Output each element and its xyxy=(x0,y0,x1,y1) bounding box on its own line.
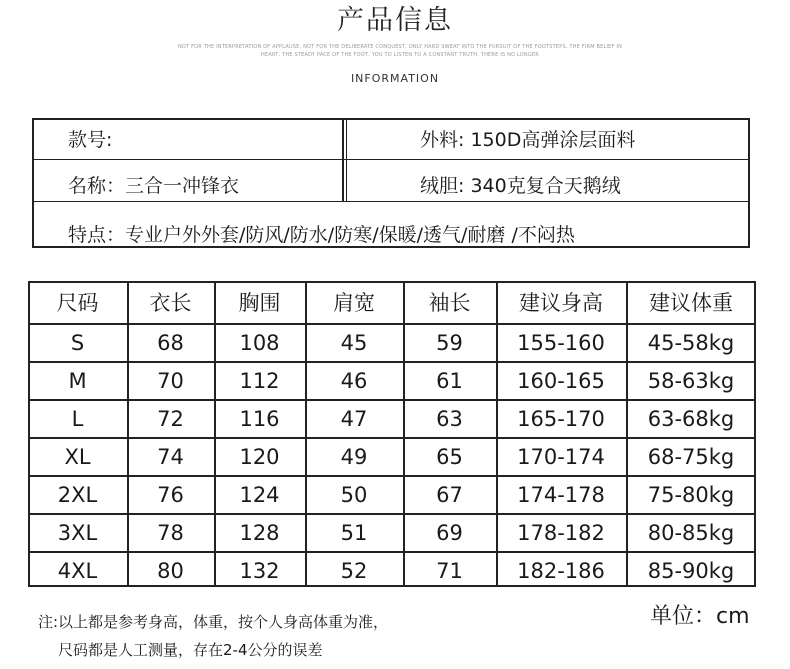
table-cell: 85-90kg xyxy=(647,559,735,583)
table-cell: 116 xyxy=(239,407,280,431)
table-cell: 78 xyxy=(157,521,184,545)
box-divider-vertical xyxy=(342,118,344,202)
section-subtitle: INFORMATION xyxy=(350,72,440,85)
table-header-cell: 胸围 xyxy=(238,291,281,315)
table-cell: 74 xyxy=(157,445,184,469)
table-cell: 112 xyxy=(239,369,280,393)
decorative-tagline-line-2: HEART, THE STEADY PACE OF THE FOOT, YOU TO LISTEN TO A CONSTANT TRUTH, THERE IS NO LONGER xyxy=(261,52,539,58)
table-cell: 178-182 xyxy=(517,521,605,545)
table-cell: 3XL xyxy=(57,521,98,545)
box-divider-vertical-inner xyxy=(346,118,347,202)
box-divider-2 xyxy=(32,201,750,202)
table-cell: 72 xyxy=(157,407,184,431)
table-cell: 174-178 xyxy=(517,483,605,507)
table-cell: 128 xyxy=(239,521,280,545)
table-header-cell: 建议体重 xyxy=(649,291,733,315)
table-header-cell: 建议身高 xyxy=(519,291,603,315)
table-cell: 67 xyxy=(436,483,463,507)
table-cell: L xyxy=(71,407,84,431)
product-info-box xyxy=(32,118,750,248)
table-row-line xyxy=(28,281,756,283)
table-header-cell: 尺码 xyxy=(56,291,99,315)
table-cell: 2XL xyxy=(57,483,98,507)
footnote-line-2: 尺码都是人工测量，存在2-4公分的误差 xyxy=(58,641,323,659)
table-cell: 76 xyxy=(157,483,184,507)
box-border-left xyxy=(32,118,34,248)
table-cell: S xyxy=(70,331,85,355)
product-features: 特点：专业户外外套/防风/防水/防寒/保暖/透气/耐磨 /不闷热 xyxy=(68,224,575,246)
table-cell: 124 xyxy=(239,483,280,507)
box-divider-1 xyxy=(32,159,750,160)
table-cell: 58-63kg xyxy=(647,369,735,393)
table-cell: 132 xyxy=(239,559,280,583)
table-cell: 71 xyxy=(436,559,463,583)
inner-lining: 绒胆: 340克复合天鹅绒 xyxy=(420,175,621,197)
table-cell: 45 xyxy=(340,331,368,355)
table-cell: 47 xyxy=(340,407,368,431)
table-cell: 68 xyxy=(157,331,184,355)
table-cell: 51 xyxy=(340,521,368,545)
table-cell: M xyxy=(68,369,87,393)
table-cell: 108 xyxy=(239,331,280,355)
table-cell: 49 xyxy=(340,445,368,469)
table-cell: 80 xyxy=(157,559,184,583)
unit-label: 单位：cm xyxy=(650,604,750,629)
table-cell: 50 xyxy=(340,483,368,507)
table-cell: 65 xyxy=(436,445,463,469)
table-header-cell: 肩宽 xyxy=(333,291,375,315)
table-cell: 160-165 xyxy=(517,369,605,393)
table-cell: 68-75kg xyxy=(647,445,735,469)
product-name: 名称：三合一冲锋衣 xyxy=(68,175,240,197)
table-cell: 63-68kg xyxy=(647,407,735,431)
table-cell: 170-174 xyxy=(517,445,605,469)
table-cell: 45-58kg xyxy=(647,331,735,355)
footnote-line-1: 注:以上都是参考身高，体重，按个人身高体重为准， xyxy=(38,613,389,631)
table-cell: 80-85kg xyxy=(647,521,735,545)
page-title: 产品信息 xyxy=(337,5,453,36)
table-cell: 69 xyxy=(436,521,463,545)
size-table xyxy=(28,281,756,587)
table-cell: 120 xyxy=(239,445,280,469)
box-border-top xyxy=(32,118,750,120)
table-header-cell: 衣长 xyxy=(149,291,192,315)
table-cell: 61 xyxy=(436,369,463,393)
table-cell: 165-170 xyxy=(517,407,605,431)
style-number-label: 款号: xyxy=(68,129,113,151)
table-header-cell: 袖长 xyxy=(428,291,471,315)
table-cell: 182-186 xyxy=(517,559,605,583)
table-cell: 46 xyxy=(340,369,368,393)
shell-fabric: 外料: 150D高弹涂层面料 xyxy=(420,129,636,151)
table-cell: 59 xyxy=(436,331,463,355)
table-cell: 63 xyxy=(436,407,463,431)
table-cell: XL xyxy=(64,445,91,469)
table-cell: 4XL xyxy=(57,559,98,583)
table-cell: 52 xyxy=(340,559,368,583)
decorative-tagline-line-1: NOT FOR THE INTERPRETATION OF APPLAUSE, NOT FOR THE DELIBERATE CONQUEST, ONLY HARD SWEAT INTO THE PURSUIT OF THE FOOTSTEPS, THE FIRM BELIEF IN xyxy=(177,44,623,50)
table-cell: 70 xyxy=(157,369,184,393)
table-cell: 155-160 xyxy=(517,331,605,355)
box-border-right xyxy=(748,118,750,248)
table-cell: 75-80kg xyxy=(647,483,735,507)
